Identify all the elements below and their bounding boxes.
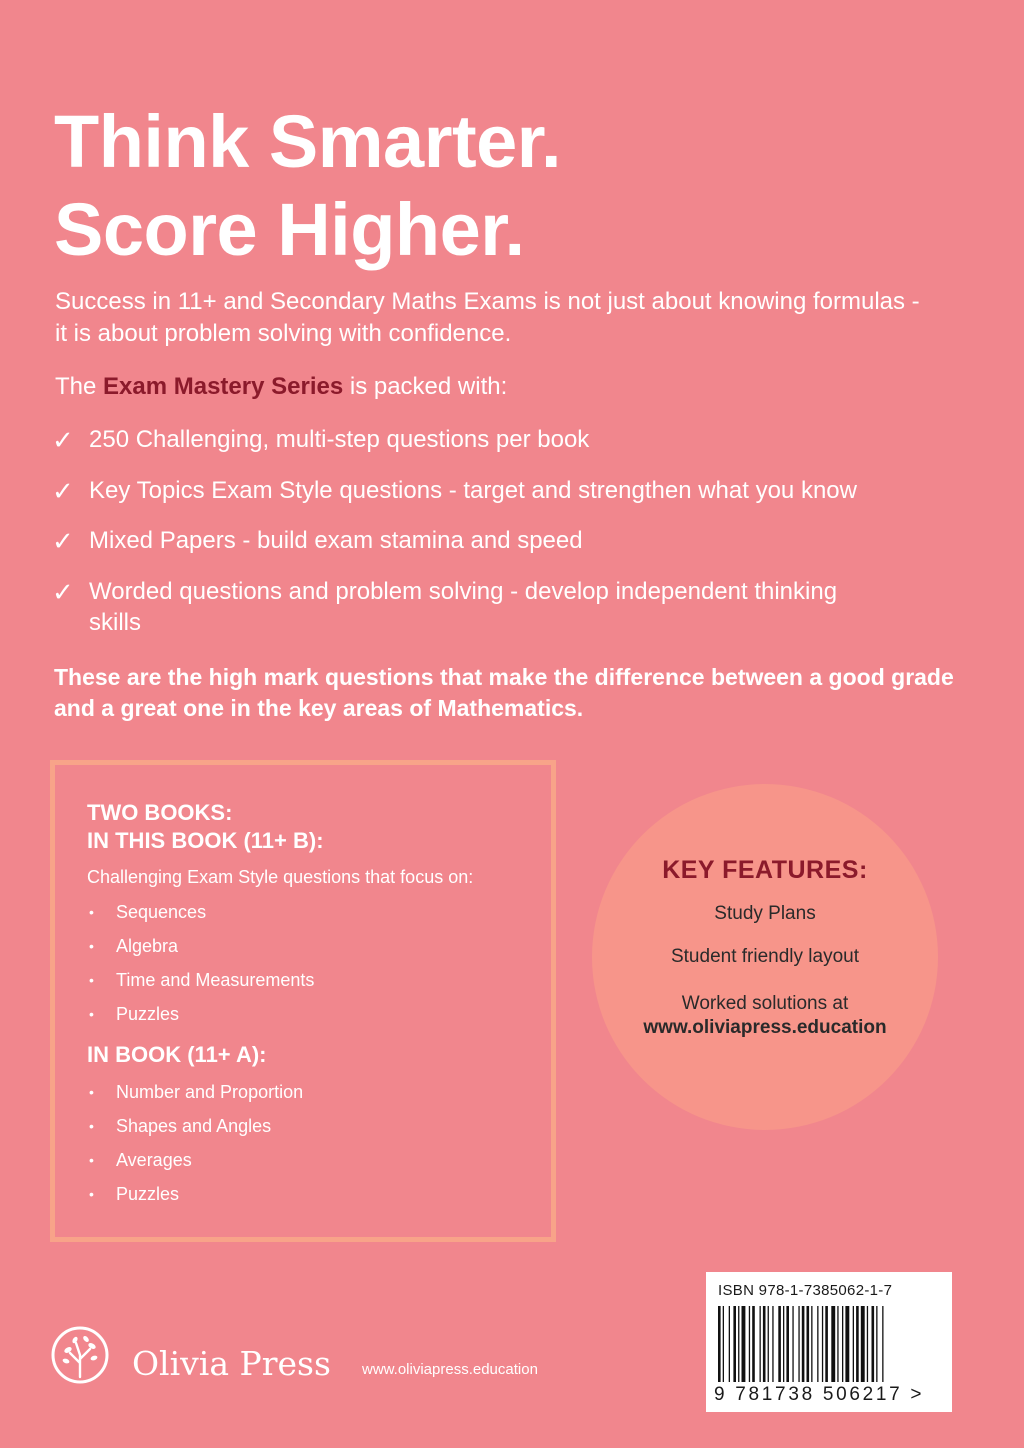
barcode-bar: [729, 1306, 730, 1382]
barcode-bar: [802, 1306, 805, 1382]
barcode-bar: [763, 1306, 766, 1382]
barcode-bar: [778, 1306, 781, 1382]
high-mark-note: These are the high mark questions that make the difference between a good grade and a great one in the key areas of Mathematics.: [54, 664, 954, 721]
topic-label: Averages: [116, 1150, 192, 1170]
headline: [54, 98, 561, 274]
isbn-barcode: [706, 1272, 952, 1412]
bullet-icon: •: [89, 1118, 94, 1134]
barcode-bar: [867, 1306, 868, 1382]
barcode-bar: [876, 1306, 877, 1382]
list-item: [87, 929, 527, 963]
barcode-bar: [772, 1306, 773, 1382]
isbn-label: ISBN 978-1-7385062-1-7: [718, 1282, 893, 1299]
books-box-content: [87, 799, 527, 1211]
headline-line-1: Think Smarter.: [54, 100, 562, 183]
barcode-bar: [807, 1306, 810, 1382]
barcode-bar: [749, 1306, 750, 1382]
solutions-url-link[interactable]: www.oliviapress.education: [643, 1017, 887, 1038]
headline-line-2: Score Higher.: [54, 188, 525, 271]
barcode-bar: [845, 1306, 849, 1382]
list-item: [87, 1075, 527, 1109]
feature-item: [52, 475, 952, 506]
bullet-icon: •: [89, 1152, 94, 1168]
feature-item: [52, 525, 952, 556]
barcode-bar: [718, 1306, 721, 1382]
series-prefix: The: [55, 373, 104, 400]
feature-list: [52, 424, 952, 638]
feature-text: 250 Challenging, multi-step questions per book: [89, 426, 590, 453]
checkmark-icon: ✓: [52, 477, 74, 507]
books-box: [50, 760, 556, 1242]
key-features-circle: [592, 784, 938, 1130]
barcode-bar: [783, 1306, 784, 1382]
key-feature-study-plans: Study Plans: [714, 903, 816, 924]
checkmark-icon: ✓: [52, 578, 74, 608]
barcode-bar: [872, 1306, 875, 1382]
list-item: [87, 963, 527, 997]
book-b-topics: [87, 895, 527, 1031]
series-line: [55, 371, 507, 403]
barcode-bar: [817, 1306, 818, 1382]
barcode-bar: [856, 1306, 859, 1382]
barcode-bar: [786, 1306, 789, 1382]
barcode-bar: [760, 1306, 761, 1382]
checkmark-icon: ✓: [52, 527, 74, 557]
topic-label: Number and Proportion: [116, 1082, 304, 1102]
list-item: [87, 895, 527, 929]
brand-name: Olivia Press: [132, 1344, 331, 1383]
barcode-bar: [738, 1306, 739, 1382]
key-feature-solutions: Worked solutions at: [681, 993, 849, 1014]
barcode-bar: [842, 1306, 843, 1382]
key-feature-layout: Student friendly layout: [670, 946, 859, 967]
series-name: Exam Mastery Series: [103, 373, 344, 400]
barcode-bar: [792, 1306, 793, 1382]
bullet-icon: •: [89, 938, 94, 954]
key-features-title: KEY FEATURES:: [662, 856, 868, 884]
topic-label: Sequences: [116, 902, 207, 922]
barcode-bar: [861, 1306, 865, 1382]
barcode-bar: [822, 1306, 823, 1382]
barcode-bar: [723, 1306, 724, 1382]
intro-paragraph: Success in 11+ and Secondary Maths Exams is not just about knowing formulas - it is about problem solving with confidence.: [55, 288, 920, 347]
barcode-bar: [825, 1306, 828, 1382]
books-heading: TWO BOOKS:: [87, 800, 233, 825]
bullet-icon: •: [89, 972, 94, 988]
topic-label: Shapes and Angles: [116, 1116, 272, 1136]
barcode-bar: [798, 1306, 799, 1382]
footer-url-link[interactable]: www.oliviapress.education: [362, 1361, 538, 1378]
barcode-bar: [831, 1306, 835, 1382]
topic-label: Time and Measurements: [116, 970, 315, 990]
feature-item: [52, 576, 849, 638]
focus-subheading: Challenging Exam Style questions that focus on:: [87, 867, 474, 887]
olivia-tree-logo-icon: [50, 1325, 110, 1385]
list-item: [87, 1109, 527, 1143]
barcode-bar: [733, 1306, 736, 1382]
barcode-bar: [837, 1306, 838, 1382]
list-item: [87, 997, 527, 1031]
topic-label: Puzzles: [116, 1184, 180, 1204]
list-item: [87, 1143, 527, 1177]
barcode-bar: [853, 1306, 854, 1382]
barcode-digits: 9 781738 506217 >: [714, 1384, 925, 1405]
feature-text: Key Topics Exam Style questions - target and strengthen what you know: [89, 477, 857, 504]
barcode-bar: [752, 1306, 755, 1382]
barcode-bar: [811, 1306, 812, 1382]
checkmark-icon: ✓: [52, 426, 74, 456]
bullet-icon: •: [89, 1006, 94, 1022]
bullet-icon: •: [89, 1186, 94, 1202]
feature-item: [52, 424, 952, 455]
barcode-bar: [768, 1306, 769, 1382]
book-a-heading: IN BOOK (11+ A):: [87, 1042, 267, 1067]
barcode-bar: [742, 1306, 746, 1382]
bullet-icon: •: [89, 1084, 94, 1100]
list-item: [87, 1177, 527, 1211]
topic-label: Algebra: [116, 936, 179, 956]
book-a-topics: [87, 1075, 527, 1211]
topic-label: Puzzles: [116, 1004, 180, 1024]
feature-text: Worded questions and problem solving - develop independent thinking skills: [89, 578, 838, 636]
barcode-bar: [882, 1306, 883, 1382]
bullet-icon: •: [89, 904, 94, 920]
feature-text: Mixed Papers - build exam stamina and speed: [89, 527, 583, 554]
series-suffix: is packed with:: [343, 373, 508, 400]
barcode-bars: [716, 1306, 942, 1384]
this-book-heading: IN THIS BOOK (11+ B):: [87, 828, 324, 853]
